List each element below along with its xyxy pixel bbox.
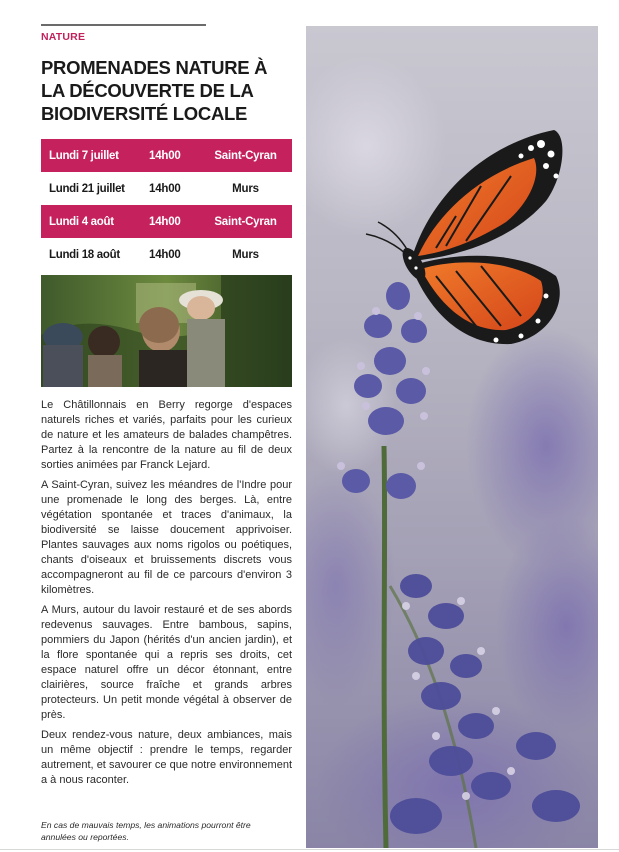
group-photo	[41, 275, 292, 387]
schedule-place: Murs	[232, 182, 259, 195]
note-line: En cas de mauvais temps, les animations pourront être	[41, 820, 251, 830]
schedule-time: 14h00	[149, 182, 181, 195]
schedule-time: 14h00	[149, 215, 181, 228]
schedule-row	[41, 238, 292, 271]
schedule-date: Lundi 21 juillet	[49, 182, 125, 195]
title-line: PROMENADES NATURE À	[41, 57, 268, 78]
weather-note	[41, 819, 296, 843]
article-title	[41, 56, 291, 125]
note-line: annulées ou reportées.	[41, 832, 129, 842]
schedule-row	[41, 205, 292, 238]
paragraph: A Saint-Cyran, suivez les méandres de l'Indre pour une promenade le long des berges. Là, entre végétation spontanée et traces d'animaux, la biodiversité se laisse doucement apprivoiser. Plantes sauvages aux noms rigolos ou poétiques, chants d'oiseaux et bruissements discrets vous accompagneront au fil de ce parcours d'environ 3 kilomètres.	[41, 479, 292, 596]
schedule-place: Saint-Cyran	[214, 149, 277, 162]
article-body	[41, 398, 292, 793]
paragraph: Le Châtillonnais en Berry regorge d'espaces naturels riches et variés, parfaits pour les curieux de nature et les amateurs de balades champêtres. Partez à la rencontre de la nature au fil de deux sorties animées par Franck Lejard.	[41, 399, 292, 471]
schedule-row	[41, 172, 292, 205]
schedule-time: 14h00	[149, 149, 181, 162]
schedule-time: 14h00	[149, 248, 181, 261]
schedule-row	[41, 139, 292, 172]
schedule-place: Murs	[232, 248, 259, 261]
category-label: NATURE	[41, 31, 86, 43]
schedule-place: Saint-Cyran	[214, 215, 277, 228]
bottom-rule	[0, 849, 619, 850]
top-rule	[41, 24, 206, 26]
paragraph: A Murs, autour du lavoir restauré et de ses abords redevenus sauvages. Entre bambous, sapins, pommiers du Japon (hérités d'un ancien jardin), et la flore spontanée qui a repris ses droits, cet espace naturel offre un décor étonnant, entre clairières, source fraîche et grands arbres protecteurs. Un petit monde végétal à observer de près.	[41, 604, 292, 721]
schedule-date: Lundi 7 juillet	[49, 149, 119, 162]
title-line: LA DÉCOUVERTE DE LA	[41, 80, 254, 101]
schedule-date: Lundi 18 août	[49, 248, 120, 261]
paragraph: Deux rendez-vous nature, deux ambiances, mais un même objectif : prendre le temps, regarder autrement, et savourer ce que notre environnement a à nous raconter.	[41, 729, 292, 786]
schedule-date: Lundi 4 août	[49, 215, 114, 228]
butterfly-lavender-photo	[306, 26, 598, 848]
title-line: BIODIVERSITÉ LOCALE	[41, 103, 248, 124]
schedule-table	[41, 139, 292, 271]
